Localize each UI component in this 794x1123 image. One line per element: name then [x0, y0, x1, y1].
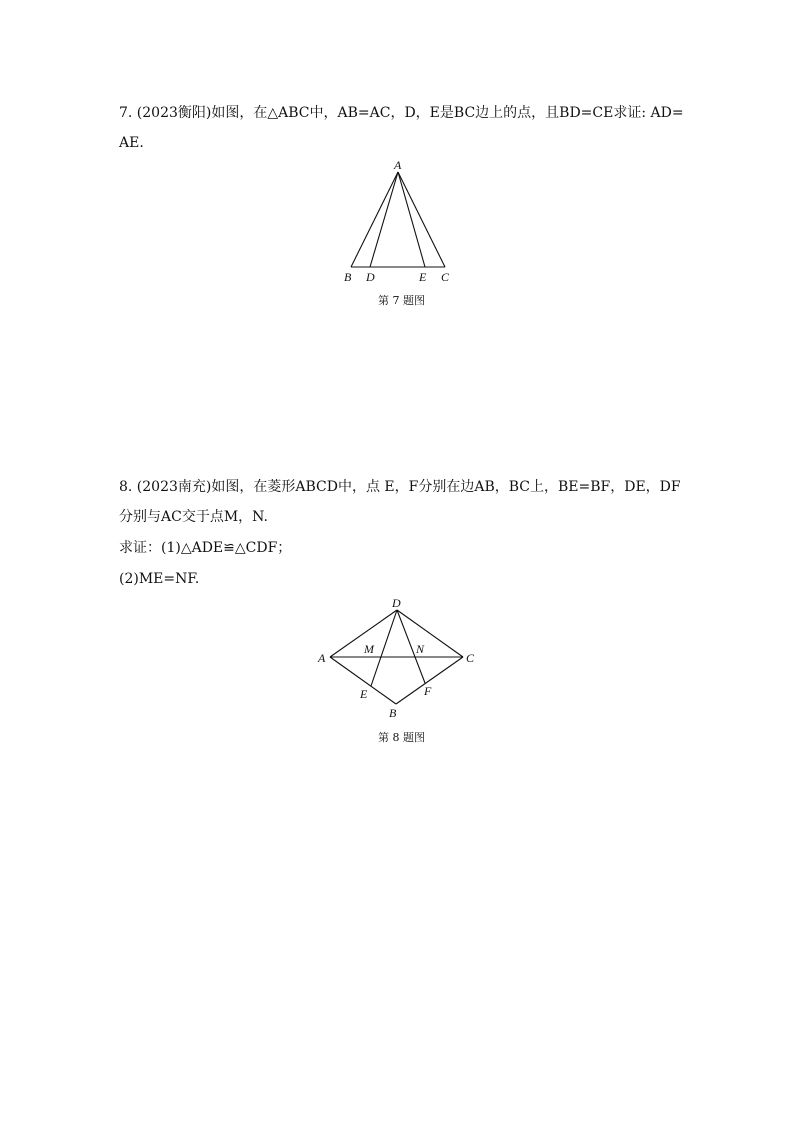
- label-B: B: [344, 270, 352, 284]
- label-M: M: [364, 642, 374, 656]
- label-C: C: [441, 270, 450, 284]
- label-D: D: [366, 270, 375, 284]
- label-A: A: [394, 158, 402, 172]
- problem-8-text-line-4: (2)ME=NF.: [119, 571, 200, 587]
- label-A: A: [318, 651, 326, 665]
- label-E: E: [419, 270, 427, 284]
- problem-7-text-line-2: AE.: [119, 135, 144, 151]
- figure-7-triangle-diagram: [340, 158, 460, 288]
- problem-8-text-line-3: 求证：(1)△ADE≌△CDF；: [119, 540, 292, 556]
- segment-DC: [397, 610, 463, 657]
- figure-7-caption: 第 7 题图: [378, 294, 425, 307]
- problem-8-text-line-2: 分别与AC交于点M，N.: [119, 509, 268, 525]
- figure-8-rhombus-diagram: [310, 590, 485, 725]
- problem-8-text-line-1: 8. (2023南充)如图，在菱形ABCD中，点 E，F分别在边AB，BC上，BE=BF，DE，DF: [119, 479, 681, 495]
- figure-8-caption: 第 8 题图: [378, 731, 425, 744]
- label-N: N: [416, 642, 425, 656]
- label-C: C: [466, 651, 475, 665]
- segment-DE: [371, 610, 397, 686]
- label-B: B: [389, 706, 397, 720]
- label-F: F: [424, 684, 432, 698]
- problem-7-text-line-1: 7. (2023衡阳)如图，在△ABC中，AB=AC，D，E是BC边上的点，且BD=CE求证: AD=: [119, 105, 684, 121]
- label-D: D: [392, 596, 401, 610]
- label-E: E: [360, 687, 368, 701]
